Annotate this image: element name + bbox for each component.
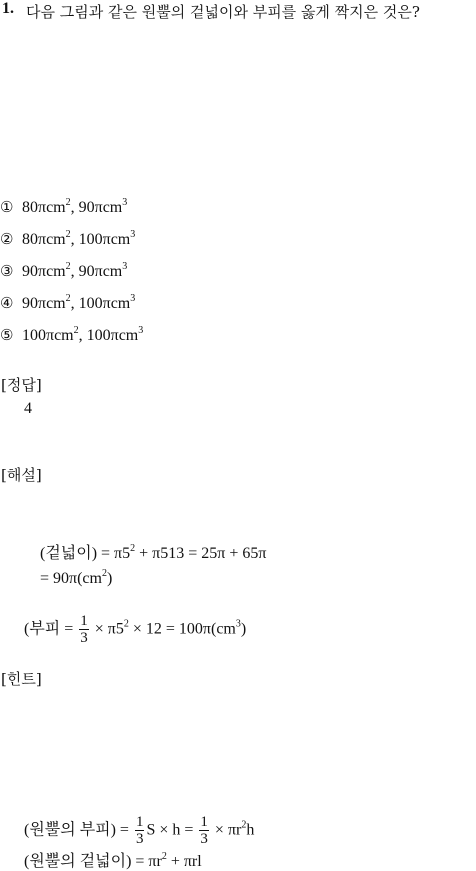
choice-3[interactable] — [0, 262, 127, 281]
choice-value: 90πcm$^2$, 100πcm$^3$ — [22, 293, 136, 312]
choice-2[interactable] — [0, 230, 135, 249]
choice-1[interactable] — [0, 198, 127, 217]
choice-mark: ① — [0, 198, 14, 216]
explanation-line-1: (겉넓이) = $\pi 5^2 + \pi 513 = 25\pi + 65\pi$ — [40, 543, 267, 562]
answer-value: 4 — [24, 400, 32, 417]
fraction-one-third: $\frac{1}{3}$ — [135, 814, 144, 847]
explanation-line-3: (부피 = $\frac{1}{3}$ × $\pi 5^2 \times 12 = 100\pi(cm^3)$ — [24, 613, 247, 646]
figure-area — [0, 26, 476, 186]
question-text: 다음 그림과 같은 원뿔의 겉넓이와 부피를 옳게 짝지은 것은? — [26, 3, 420, 21]
explanation-line-2: = $90\pi(cm^2)$ — [40, 568, 113, 587]
question-number: 1. — [2, 0, 14, 17]
hint-label: [힌트] — [1, 670, 42, 688]
choice-mark: ② — [0, 230, 14, 248]
hint-line-2: (원뿔의 겉넓이) = $\pi r^2 + \pi rl$ — [24, 851, 202, 870]
choice-value: 100πcm$^2$, 100πcm$^3$ — [22, 325, 144, 344]
choice-value: 90πcm$^2$, 90πcm$^3$ — [22, 261, 128, 280]
choice-mark: ④ — [0, 294, 14, 312]
choice-mark: ⑤ — [0, 326, 14, 344]
choice-5[interactable] — [0, 326, 143, 345]
answer-label: [정답] — [1, 376, 42, 394]
fraction-one-third: $\frac{1}{3}$ — [200, 814, 208, 847]
choice-value: 80πcm$^2$, 100πcm$^3$ — [22, 229, 136, 248]
choice-mark: ③ — [0, 262, 14, 280]
choice-value: 80πcm$^2$, 90πcm$^3$ — [22, 197, 128, 216]
fraction-one-third: $\frac{1}{3}$ — [80, 613, 88, 646]
choice-4[interactable] — [0, 294, 135, 313]
hint-line-1: (원뿔의 부피) = $\frac{1}{3}$ S × h = $\frac{1}{3}$ × $\pi r^2h$ — [24, 814, 255, 847]
explanation-label: [해설] — [1, 466, 42, 484]
